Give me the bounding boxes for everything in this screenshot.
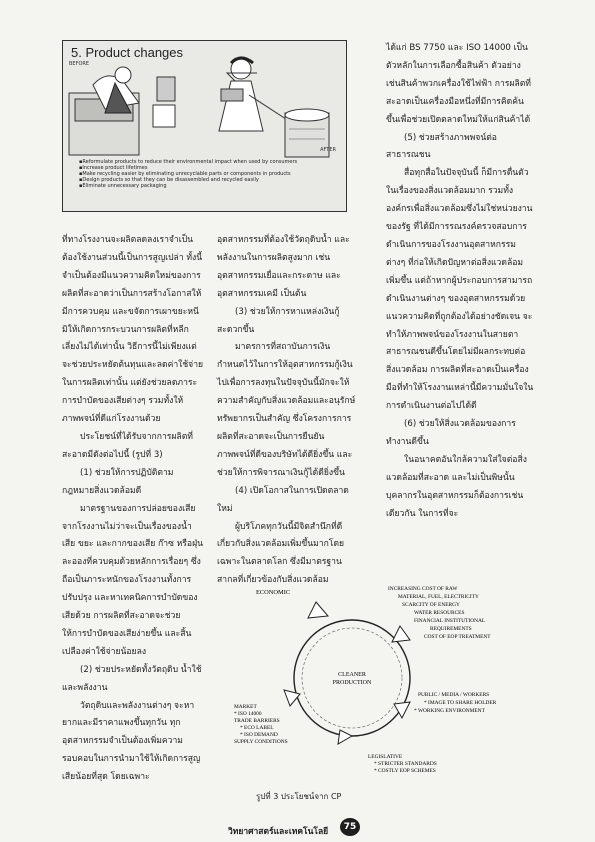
cycle-arrow bbox=[338, 730, 352, 744]
before-label: BEFORE bbox=[69, 61, 90, 67]
economic-factor: WATER RESOURCES bbox=[414, 610, 465, 616]
section-heading: (3) ช่วยให้การหาแหล่งเงินกู้สะดวกขึ้น bbox=[217, 306, 340, 335]
page-number: 75 bbox=[340, 818, 360, 836]
market-factor: TRADE BARRIERS bbox=[234, 718, 280, 724]
legislative-factor: * COSTLY EOP SCHEMES bbox=[374, 768, 436, 774]
economic-factor: REQUIREMENTS bbox=[430, 626, 472, 632]
economic-factor: MATERIAL, FUEL, ELECTRICITY bbox=[398, 594, 479, 600]
market-label: MARKET bbox=[234, 704, 257, 710]
figure-bullet: ▪ Increase product lifetimes bbox=[79, 165, 347, 171]
market-factor: * ISO DEMAND bbox=[240, 732, 278, 738]
economic-factor: FINANCIAL INSTITUTIONAL bbox=[414, 618, 486, 624]
figure-bullet: ▪ Reformulate products to reduce their environmental impact when used by consumers bbox=[79, 159, 347, 165]
magazine-title: วิทยาศาสตร์และเทคโนโลยี bbox=[228, 827, 329, 837]
cycle-arrow bbox=[308, 602, 328, 618]
cycle-arrow bbox=[392, 626, 410, 642]
figure-bullet: ▪ Eliminate unnecessary packaging bbox=[79, 183, 347, 189]
paragraph: วัตถุดิบและพลังงานต่างๆ จะหายากและมีราคาแพงขึ้นทุกวัน ทุกอุตสาหกรรมจำเป็นต้องเพิ่มความรอบคอบในการนำมาใช้ให้เกิดการสูญเสียน้อยที่สุด โดยเฉพาะ bbox=[62, 700, 201, 783]
column-right bbox=[386, 40, 534, 523]
market-factor: * ISO 14000 bbox=[234, 711, 262, 717]
legislative-label: LEGISLATIVE bbox=[368, 754, 403, 760]
section-heading: (6) ช่วยให้สิ่งแวดล้อมของการทำงานดีขึ้น bbox=[386, 419, 516, 447]
economic-factor: SCARCITY OF ENERGY bbox=[402, 602, 460, 608]
paragraph: ที่ทางโรงงานจะผลิตลดลงเราจำเป็นต้องใช้งานส่วนนี้เป็นการสูญเปล่า ทั้งนี้จำเป็นต้องมีแนวความคิดใหม่ของการผลิตที่สะอาดว่าเป็นการสร้างโอกาสให้มีการควบคุม และขจัดการเผาขยะหนีมิให้เกิดการกระบวนการผลิตที่หลีกเลี่ยงไม่ได้เท่านั้น วิธีการนี้ไม่เพียงแต่จะช่วยประหยัดต้นทุนและลดค่าใช้จ่ายในการผลิตเท่านั้น แต่ยังช่วยลดภาระการบำบัดของเสียต่างๆ รวมทั้งให้ภาพพจน์ที่ดีแก่โรงงานด้วย bbox=[62, 235, 204, 425]
economic-label: ECONOMIC bbox=[256, 589, 291, 596]
column-left bbox=[62, 232, 204, 787]
public-factor: * WORKING ENVIRONMENT bbox=[414, 708, 485, 714]
figure-bullet-list bbox=[71, 159, 347, 189]
paragraph: ผู้บริโภคทุกวันนี้มีจิตสำนึกที่ดีเกี่ยวกับสิ่งแวดล้อมเพิ่มขึ้นมากโดยเฉพาะในตลาดโลก ซึ่งมีมาตรฐานสากลที่เกี่ยวข้องกับสิ่งแวดล้อม bbox=[217, 521, 345, 586]
center-label: PRODUCTION bbox=[332, 680, 372, 686]
section-heading: (5) ช่วยสร้างภาพพจน์ต่อสาธารณชน bbox=[386, 132, 497, 161]
economic-factor: COST OF EOP TREATMENT bbox=[424, 634, 491, 640]
economic-factor: INCREASING COST OF RAW bbox=[388, 586, 458, 592]
cleaner-production-diagram bbox=[228, 580, 548, 776]
paragraph: ได้แก่ BS 7750 และ ISO 14000 เป็นตัวหลักในการเลือกซื้อสินค้า ตัวอย่างเช่นสินค้าพวกเครื่องใช้ไฟฟ้า การผลิตที่สะอาดเป็นเครื่องมือหนึ่งที่มีการคิดค้นขึ้นเพื่อช่วยเปิดตลาดใหม่ให้แก่สินค้าได้ bbox=[386, 43, 531, 125]
product-changes-illustration bbox=[63, 55, 346, 160]
section-heading: (2) ช่วยประหยัดทั้งวัตถุดิบ น้ำใช้ และพลังงาน bbox=[62, 664, 202, 693]
figure-caption: รูปที่ 3 ประโยชน์จาก CP bbox=[256, 792, 342, 801]
center-label: CLEANER bbox=[338, 672, 366, 678]
public-label: PUBLIC / MEDIA / WORKERS bbox=[418, 692, 490, 698]
after-label: AFTER bbox=[320, 147, 336, 153]
market-factor: SUPPLY CONDITIONS bbox=[234, 739, 288, 745]
product-changes-figure bbox=[62, 40, 347, 212]
paragraph: ประโยชน์ที่ได้รับจากการผลิตที่สะอาดมีดังต่อไปนี้ (รูปที่ 3) bbox=[62, 431, 193, 460]
inner-circle bbox=[302, 628, 402, 728]
paragraph: สื่อทุกสื่อในปัจจุบันนี้ ก็มีการตื่นตัวในเรื่องของสิ่งแวดล้อมมาก รวมทั้งองค์กรเพื่อสิ่งแวดล้อมซึ่งไม่ใช่หน่วยงานของรัฐ ที่ได้มีการรณรงค์ตรวจสอบการดำเนินการของโรงงานอุตสาหกรรมต่างๆ ที่ก่อให้เกิดปัญหาต่อสิ่งแวดล้อมเพิ่มขึ้น แต่ถ้าหากผู้ประกอบการสามารถดำเนินงานต่างๆ ของอุตสาหกรรมด้วยแนวความคิดที่ถูกต้องได้อย่างชัดเจน จะทำให้ภาพพจน์ของโรงงานในสายตาสาธารณชนดีขึ้นโดยไม่มีผลกระทบต่อสิ่งแวดล้อม การผลิตที่สะอาดเป็นเครื่องมือที่ทำให้โรงงานเหล่านี้มีความมั่นใจในการดำเนินงานต่อไปได้ดี bbox=[386, 168, 534, 412]
market-factor: * ECO LABEL bbox=[240, 725, 274, 731]
paragraph: มาตรการที่สถาบันการเงินกำหนดไว้ในการให้อุตสาหกรรมกู้เงินไปเพื่อการลงทุนในปัจจุบันนี้มักจะให้ความสำคัญกับสิ่งแวดล้อมและอนุรักษ์ทรัพยากรเป็นสำคัญ ซึ่งโครงการการผลิตที่สะอาดจะเป็นการยืนยันภาพพจน์ที่ดีของบริษัทได้ดียิ่งขึ้น และช่วยให้การพิจารณาเงินกู้ได้ดียิ่งขึ้น bbox=[217, 342, 356, 478]
paragraph: ในอนาคตอันใกล้ความใส่ใจต่อสิ่งแวดล้อมที่สะอาด และไม่เป็นพิษนั้น บุคลากรในอุตสาหกรรมก็ต้องการเช่นเดียวกัน ในการที่จะ bbox=[386, 454, 527, 519]
section-heading: (4) เปิดโอกาสในการเปิดตลาดใหม่ bbox=[217, 485, 349, 514]
cycle-circle bbox=[294, 620, 410, 736]
paragraph: มาตรฐานของการปล่อยของเสียจากโรงงานไม่ว่าจะเป็นเรื่องของน้ำเสีย ขยะ และกากของเสีย ก๊าซ หรือฝุ่นละอองที่ควบคุมด้วยหลักการเรื่อยๆ ซึ่งถือเป็นภาระหนักของโรงงานทั้งการปรับปรุง และหาเทคนิคการบำบัดของเสียด้วย การผลิตที่สะอาดจะช่วยให้การบำบัดของเสียง่ายขึ้น และสิ้นเปลืองค่าใช้จ่ายน้อยลง bbox=[62, 503, 203, 657]
figure-title: 5. Product changes bbox=[71, 45, 184, 60]
figure-bullet: ▪ Design products so that they can be disassembled and recycled easily bbox=[79, 177, 347, 183]
section-heading: (1) ช่วยให้การปฏิบัติตามกฎหมายสิ่งแวดล้อมดี bbox=[62, 467, 174, 496]
legislative-factor: * STRICTER STANDARDS bbox=[374, 761, 437, 767]
figure-bullet: ▪ Make recycling easier by eliminating unrecyclable parts or components in products bbox=[79, 171, 347, 177]
paragraph: อุตสาหกรรมที่ต้องใช้วัตถุดิบน้ำ และพลังงานในการผลิตสูงมาก เช่น อุตสาหกรรมเยื่อและกระดาษ และอุตสาหกรรมเคมี เป็นต้น bbox=[217, 235, 350, 299]
column-middle bbox=[217, 232, 357, 590]
public-factor: * IMAGE TO SHARE HOLDER bbox=[424, 700, 497, 706]
